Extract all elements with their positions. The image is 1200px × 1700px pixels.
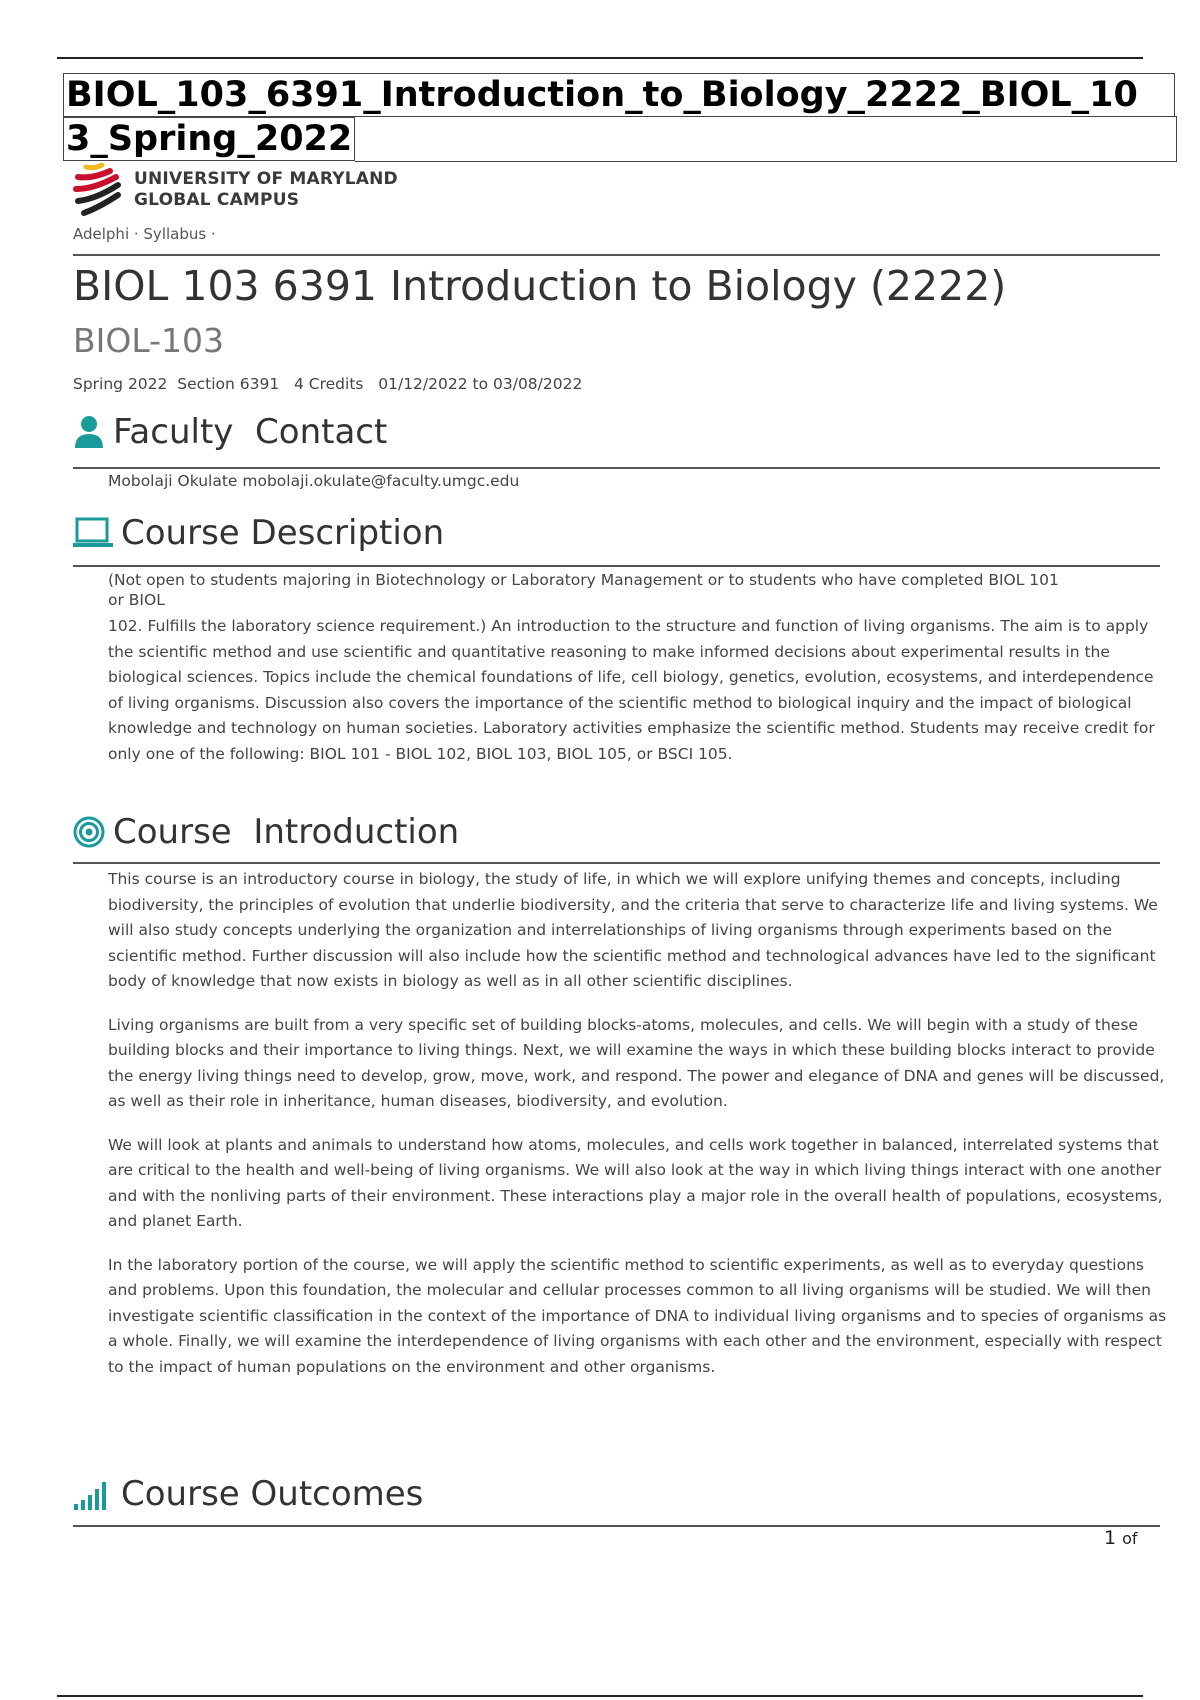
course-introduction-text (108, 867, 1168, 1398)
bottom-rule (57, 1695, 1143, 1697)
course-description-heading (73, 513, 444, 553)
divider (73, 1525, 1160, 1527)
course-meta: Spring 2022 Section 6391 4 Credits 01/12/2022 to 03/08/2022 (73, 375, 583, 393)
description-line1: (Not open to students majoring in Biotechnology or Laboratory Management or to students who have completed BIOL 101 (108, 571, 1059, 589)
breadcrumb: Adelphi · Syllabus · (73, 225, 216, 243)
course-outcomes-heading (73, 1474, 423, 1514)
faculty-contact-heading (73, 412, 387, 452)
introduction-paragraph: We will look at plants and animals to understand how atoms, molecules, and cells work together in balanced, interrelated systems that are critical to the health and well-being of living organisms. We will also look at the way in which living things interact with one another and with the nonliving parts of their environment. These interactions play a major role in the overall health of populations, ecosystems, and planet Earth. (108, 1135, 1163, 1230)
course-title: BIOL 103 6391 Introduction to Biology (2222) (73, 262, 1007, 310)
signal-bars-icon (73, 1476, 113, 1512)
course-introduction-heading (73, 812, 459, 852)
title-frame (355, 116, 1177, 162)
course-description-label: Course Description (121, 513, 445, 553)
introduction-paragraph: Living organisms are built from a very specific set of building blocks-atoms, molecules, and cells. We will begin with a study of these building blocks and their importance to living things. Next, we will examine the ways in which these building blocks interact to provide the energy living things need to develop, grow, move, work, and respond. The power and elegance of DNA and genes will be discussed, as well as their role in inheritance, human diseases, biodiversity, and evolution. (108, 1015, 1165, 1110)
faculty-contact-label: Faculty Contact (113, 412, 388, 452)
page-number-value: 1 (1104, 1527, 1117, 1549)
umgc-logo-mark-icon (72, 163, 128, 219)
course-outcomes-label: Course Outcomes (121, 1474, 424, 1514)
introduction-paragraph: In the laboratory portion of the course, we will apply the scientific method to scientific experiments, as well as to everyday questions and problems. Upon this foundation, the molecular and cellular processes common to all living organisms will be studied. We will then investigate scientific classification in the context of the importance of DNA to individual living organisms and to species of organisms as a whole. Finally, we will examine the interdependence of living organisms with each other and the environment, especially with respect to the impact of human populations on the environment and other organisms. (108, 1255, 1167, 1376)
divider (73, 565, 1160, 567)
document-title-line2: 3_Spring_2022 (63, 117, 355, 161)
course-description-text (108, 570, 1168, 767)
target-icon (73, 814, 105, 850)
document-title-line1: BIOL_103_6391_Introduction_to_Biology_2222_BIOL_10 (63, 73, 1175, 117)
divider (73, 254, 1160, 256)
course-introduction-label: Course Introduction (113, 812, 460, 852)
description-body: 102. Fulfills the laboratory science requirement.) An introduction to the structure and function of living organisms. The aim is to apply the scientific method and use scientific and quantitative reasoning to make informed decisions about experimental results in the biological sciences. Topics include the chemical foundations of life, cell biology, genetics, evolution, ecosystems, and interdependence of living organisms. Discussion also covers the importance of the scientific method to biological inquiry and the impact of biological knowledge and technology on human societies. Laboratory activities emphasize the scientific method. Students may receive credit for only one of the following: BIOL 101 - BIOL 102, BIOL 103, BIOL 105, or BSCI 105. (108, 617, 1155, 763)
introduction-paragraph: This course is an introductory course in biology, the study of life, in which we will explore unifying themes and concepts, including biodiversity, the principles of evolution that underlie biodiversity, and the criteria that serve to characterize life and living systems. We will also study concepts underlying the organization and interrelationships of living organisms through experiments based on the scientific method. Further discussion will also include how the scientific method and technological advances have led to the significant body of knowledge that now exists in biology as well as in all other scientific disciplines. (108, 870, 1158, 990)
laptop-icon (73, 515, 113, 551)
divider (73, 467, 1160, 469)
page-number (1104, 1527, 1138, 1549)
course-code: BIOL-103 (73, 321, 225, 360)
person-icon (73, 414, 105, 450)
logo-line1: UNIVERSITY OF MARYLAND (134, 169, 398, 189)
logo-text (134, 169, 398, 211)
page-of: of (1122, 1529, 1138, 1548)
description-line2: or BIOL (108, 591, 165, 609)
top-rule (57, 57, 1143, 59)
umgc-logo (72, 163, 402, 219)
divider (73, 862, 1160, 864)
faculty-contact-info: Mobolaji Okulate mobolaji.okulate@faculty.umgc.edu (108, 472, 520, 490)
logo-line2: GLOBAL CAMPUS (134, 190, 300, 210)
